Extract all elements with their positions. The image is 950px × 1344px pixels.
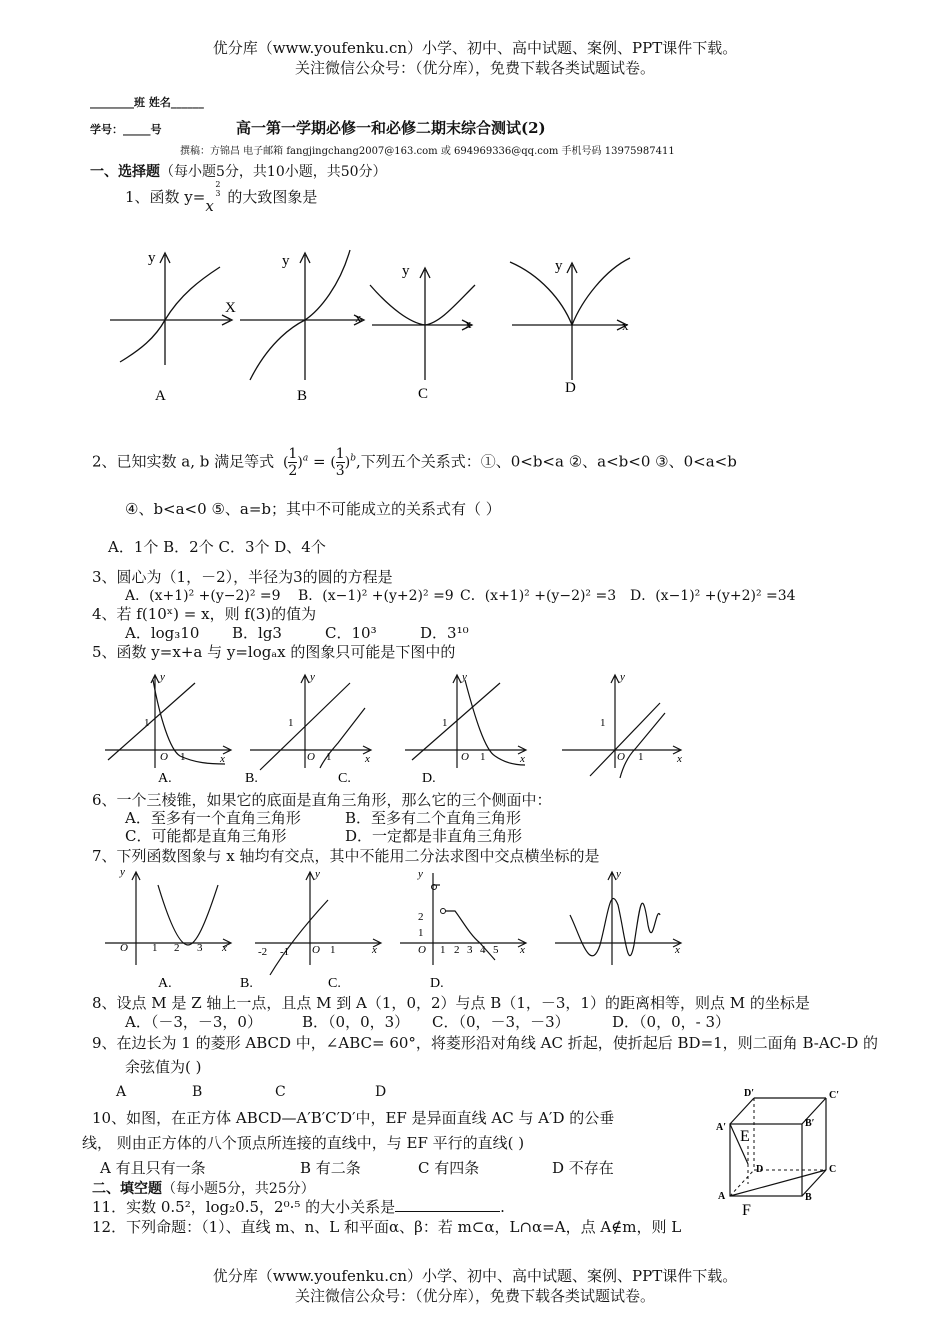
author-line: 撰稿：方锦昌 电子邮箱 fangjingchang2007@163.com 或 694969336@qq.com 手机号码 13975987411 (180, 146, 675, 157)
q9-option-b: B (192, 1084, 203, 1100)
svg-text:y: y (616, 868, 621, 880)
svg-text:F: F (742, 1202, 751, 1219)
header-line-2: 关注微信公众号：（优分库），免费下载各类试题试卷。 (294, 59, 655, 77)
q1-graphs (100, 240, 660, 410)
svg-text:-2: -2 (258, 946, 268, 958)
svg-text:1: 1 (600, 717, 606, 729)
svg-text:1: 1 (442, 717, 448, 729)
svg-text:B: B (805, 1192, 812, 1203)
svg-text:1: 1 (144, 717, 150, 729)
q10-cube-figure (712, 1084, 852, 1219)
q1-a-y: y (148, 250, 156, 266)
q6-option-a: A．至多有一个直角三角形 (125, 809, 301, 827)
svg-text:A.: A. (158, 976, 172, 991)
svg-text:y: y (620, 671, 625, 683)
q2-options: A．1个 B．2个 C．3个 D、4个 (108, 538, 326, 556)
svg-text:y: y (418, 868, 423, 880)
svg-text:-1: -1 (280, 946, 290, 958)
svg-text:y: y (160, 671, 165, 683)
svg-text:y: y (120, 866, 125, 878)
q12-stem: 12．下列命题：（1）、直线 m、n、L 和平面α、β：若 m⊂α，L∩α=A，点 A∉m，则 L (92, 1218, 682, 1236)
section-2-heading: 二、填空题（每小题5分，共25分） (92, 1181, 315, 1197)
svg-text:y: y (315, 868, 320, 880)
q1-a-x: X (225, 300, 236, 316)
q9-line-2: 余弦值为( ) (125, 1058, 202, 1076)
q6-stem: 6、一个三棱锥，如果它的底面是直角三角形，那么它的三个侧面中： (92, 791, 552, 809)
q10-option-b: B 有二条 (300, 1159, 361, 1177)
q3-stem: 3、圆心为（1，－2），半径为3的圆的方程是 (92, 568, 393, 586)
footer-line-2: 关注微信公众号：（优分库），免费下载各类试题试卷。 (294, 1287, 655, 1305)
q8-option-c: C．（0，－3，－3） (432, 1013, 570, 1031)
svg-text:D: D (756, 1164, 764, 1175)
svg-text:4: 4 (480, 944, 486, 956)
svg-text:C: C (829, 1164, 837, 1175)
svg-text:1: 1 (480, 751, 486, 763)
svg-text:x: x (220, 753, 225, 765)
svg-text:E: E (740, 1128, 750, 1145)
q3-option-d: D．(x−1)² +(y+2)² =34 (630, 588, 796, 604)
svg-text:2: 2 (454, 944, 460, 956)
svg-text:B.: B. (245, 771, 258, 786)
svg-text:A.: A. (158, 771, 172, 786)
svg-text:1: 1 (330, 944, 336, 956)
svg-text:1: 1 (418, 927, 424, 939)
q2-stem: 2、已知实数 a, b 满足等式 $(\frac{1}{2})^a = (\frac{1}{3})^b$,下列五个关系式：①、0<b<a ②、a<b<0 ③、0<a<b (92, 446, 737, 479)
q5-stem: 5、函数 y=x+a 与 y=logₐx 的图象只可能是下图中的 (92, 643, 456, 661)
svg-text:x: x (222, 942, 227, 954)
svg-text:B.: B. (240, 976, 253, 991)
svg-text:D′: D′ (744, 1088, 755, 1099)
svg-text:2: 2 (418, 911, 424, 923)
svg-text:x: x (365, 753, 370, 765)
q9-option-c: C (275, 1084, 286, 1100)
svg-text:5: 5 (493, 944, 499, 956)
q8-stem: 8、设点 M 是 Z 轴上一点，且点 M 到 A（1，0，2）与点 B（1，－3，1）的距离相等，则点 M 的坐标是 (92, 994, 810, 1012)
q6-option-c: C．可能都是直角三角形 (125, 827, 287, 845)
svg-text:x: x (355, 310, 362, 325)
q9-option-d: D (375, 1084, 387, 1100)
svg-text:A: A (718, 1191, 726, 1202)
exam-title: 高一第一学期必修一和必修二期末综合测试(2) (236, 119, 546, 137)
q10-option-c: C 有四条 (418, 1159, 480, 1177)
q8-option-b: B．（0，0，3） (302, 1013, 410, 1031)
q10-line-2: 线， 则由正方体的八个顶点所连接的直线中，与 EF 平行的直线( ) (82, 1134, 525, 1152)
q4-option-b: B．lg3 (232, 624, 282, 642)
q3-option-b: B．(x−1)² +(y+2)² =9 (298, 588, 454, 604)
q6-option-b: B．至多有二个直角三角形 (345, 809, 522, 827)
svg-text:y: y (555, 258, 563, 274)
svg-text:O: O (461, 751, 469, 763)
q1-label-c: C (418, 386, 429, 402)
svg-text:D.: D. (422, 771, 436, 786)
svg-text:2: 2 (174, 942, 180, 954)
q10-option-d: D 不存在 (552, 1159, 614, 1177)
q4-option-c: C．10³ (325, 624, 377, 642)
svg-text:1: 1 (180, 751, 186, 763)
student-number-field: 学号：_____号 (90, 123, 162, 136)
svg-text:x: x (465, 316, 472, 331)
svg-text:O: O (418, 944, 426, 956)
svg-text:x: x (520, 753, 525, 765)
svg-text:O: O (160, 751, 168, 763)
svg-text:x: x (622, 318, 629, 333)
svg-text:1: 1 (288, 717, 294, 729)
svg-text:O: O (307, 751, 315, 763)
q5-graphs (100, 668, 700, 788)
svg-text:x: x (372, 944, 377, 956)
q1-label-b: B (297, 388, 308, 404)
footer-line-1: 优分库（www.youfenku.cn）小学、初中、高中试题、案例、PPT课件下载。 (212, 1267, 738, 1285)
svg-text:D.: D. (430, 976, 444, 991)
q1-label-d: D (565, 380, 576, 396)
svg-text:y: y (462, 671, 467, 683)
q8-option-a: A．（－3，－3，0） (125, 1013, 262, 1031)
svg-text:1: 1 (440, 944, 446, 956)
q4-stem: 4、若 f(10ˣ) = x，则 f(3)的值为 (92, 605, 317, 623)
svg-text:y: y (310, 671, 315, 683)
q10-stem: 10、如图，在正方体 ABCD—A′B′C′D′中，EF 是异面直线 AC 与 A′D 的公垂 (92, 1109, 615, 1127)
svg-text:O: O (120, 942, 128, 954)
q10-option-a: A 有且只有一条 (100, 1159, 206, 1177)
header-line-1: 优分库（www.youfenku.cn）小学、初中、高中试题、案例、PPT课件下载。 (212, 39, 738, 57)
svg-text:y: y (282, 253, 290, 269)
q7-graphs (100, 865, 700, 995)
q1-stem: 1、函数 y=x 2 3 的大致图象是 (125, 180, 318, 215)
svg-text:C.: C. (328, 976, 341, 991)
svg-text:C′: C′ (829, 1090, 840, 1101)
section-1-heading: 一、选择题（每小题5分，共10小题，共50分） (90, 164, 387, 180)
svg-text:O: O (312, 944, 320, 956)
class-name-field: ________班 姓名______ (90, 96, 204, 109)
svg-text:O: O (617, 751, 625, 763)
svg-text:3: 3 (197, 942, 203, 954)
q2-line-2: ④、b<a<0 ⑤、a=b；其中不可能成立的关系式有（ ） (125, 500, 501, 518)
svg-text:1: 1 (638, 751, 644, 763)
q9-option-a: A (116, 1084, 127, 1100)
q4-option-a: A．log₃10 (125, 624, 200, 642)
svg-text:1: 1 (152, 942, 158, 954)
q8-option-d: D．（0，0，- 3） (612, 1013, 730, 1031)
svg-text:y: y (402, 263, 410, 279)
q7-stem: 7、下列函数图象与 x 轴均有交点，其中不能用二分法求图中交点横坐标的是 (92, 847, 600, 865)
q3-option-c: C．(x+1)² +(y−2)² =3 (460, 588, 617, 604)
svg-text:x: x (677, 753, 682, 765)
q4-option-d: D．3¹⁰ (420, 624, 469, 642)
q9-stem: 9、在边长为 1 的菱形 ABCD 中，∠ABC= 60°，将菱形沿对角线 AC 折起，使折起后 BD=1，则二面角 B-AC-D 的 (92, 1034, 878, 1052)
q3-option-a: A．(x+1)² +(y−2)² =9 (125, 588, 281, 604)
svg-text:x: x (520, 944, 525, 956)
q11-stem: 11．实数 0.5²，log₂0.5，2⁰·⁵ 的大小关系是 . (92, 1198, 505, 1216)
svg-text:1: 1 (326, 751, 332, 763)
svg-text:C.: C. (338, 771, 351, 786)
svg-text:A′: A′ (716, 1122, 727, 1133)
svg-text:B′: B′ (805, 1118, 815, 1129)
svg-text:x: x (675, 944, 680, 956)
q1-label-a: A (155, 388, 166, 404)
q6-option-d: D．一定都是非直角三角形 (345, 827, 523, 845)
svg-text:3: 3 (467, 944, 473, 956)
